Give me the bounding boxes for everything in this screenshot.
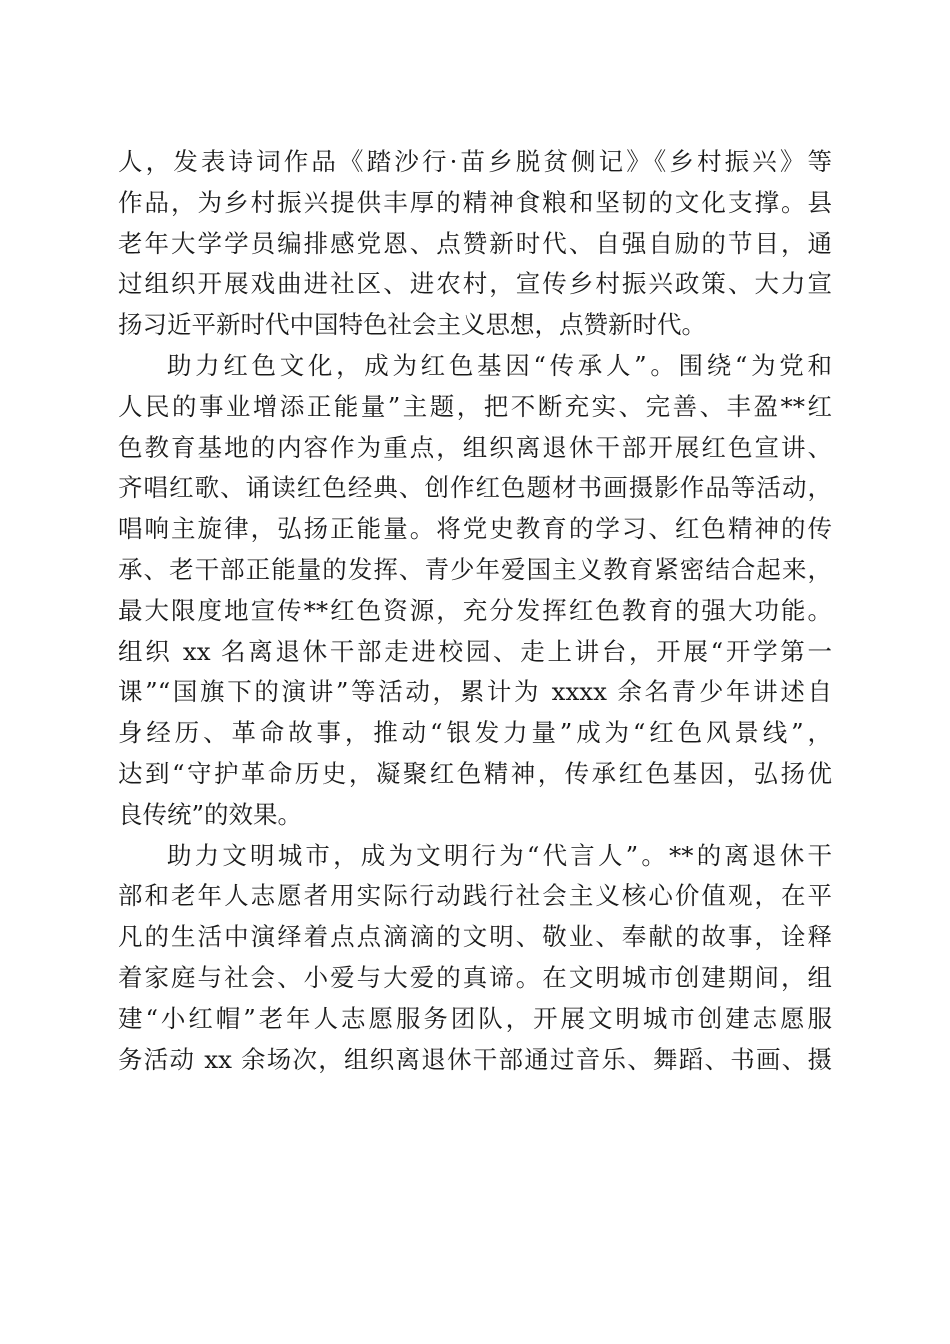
text-line: 课”“国旗下的演讲”等活动，累计为 xxxx 余名青少年讲述自 bbox=[118, 677, 832, 707]
text-line: 老年大学学员编排感党恩、点赞新时代、自强自励的节目，通 bbox=[118, 228, 832, 258]
text-line: 作品，为乡村振兴提供丰厚的精神食粮和坚韧的文化支撑。县 bbox=[118, 187, 832, 217]
text-line: 过组织开展戏曲进社区、进农村，宣传乡村振兴政策、大力宣 bbox=[118, 269, 832, 299]
document-body bbox=[118, 142, 832, 1080]
paragraph-poetry-works bbox=[118, 142, 832, 346]
paragraph-civilized-city bbox=[118, 836, 832, 1081]
text-line: 着家庭与社会、小爱与大爱的真谛。在文明城市创建期间，组 bbox=[118, 962, 832, 992]
text-line: 凡的生活中演绎着点点滴滴的文明、敬业、奉献的故事，诠释 bbox=[118, 922, 832, 952]
text-line: 身经历、革命故事，推动“银发力量”成为“红色风景线”， bbox=[118, 718, 832, 748]
text-line: 唱响主旋律，弘扬正能量。将党史教育的学习、红色精神的传 bbox=[118, 514, 832, 544]
paragraph-red-culture bbox=[118, 346, 832, 836]
text-line: 齐唱红歌、诵读红色经典、创作红色题材书画摄影作品等活动， bbox=[118, 473, 832, 503]
text-line: 建“小红帽”老年人志愿服务团队，开展文明城市创建志愿服 bbox=[118, 1003, 832, 1033]
text-line: 达到“守护革命历史，凝聚红色精神，传承红色基因，弘扬优 bbox=[118, 758, 832, 788]
text-line: 人，发表诗词作品《踏沙行·苗乡脱贫侧记》《乡村振兴》等 bbox=[118, 147, 832, 176]
text-line: 部和老年人志愿者用实际行动践行社会主义核心价值观，在平 bbox=[118, 881, 832, 911]
text-line: 助力红色文化，成为红色基因“传承人”。围绕“为党和 bbox=[167, 350, 832, 380]
text-line: 组织 xx 名离退休干部走进校园、走上讲台，开展“开学第一 bbox=[118, 636, 832, 666]
text-line: 助力文明城市，成为文明行为“代言人”。**的离退休干 bbox=[167, 840, 832, 870]
text-line: 人民的事业增添正能量”主题，把不断充实、完善、丰盈**红 bbox=[118, 391, 832, 421]
text-line: 扬习近平新时代中国特色社会主义思想，点赞新时代。 bbox=[118, 310, 706, 340]
text-line: 承、老干部正能量的发挥、青少年爱国主义教育紧密结合起来， bbox=[118, 554, 832, 584]
text-line: 最大限度地宣传**红色资源，充分发挥红色教育的强大功能。 bbox=[118, 595, 832, 625]
text-line: 良传统”的效果。 bbox=[118, 799, 303, 829]
text-line: 务活动 xx 余场次，组织离退休干部通过音乐、舞蹈、书画、摄 bbox=[118, 1044, 832, 1074]
text-line: 色教育基地的内容作为重点，组织离退休干部开展红色宣讲、 bbox=[118, 432, 832, 462]
